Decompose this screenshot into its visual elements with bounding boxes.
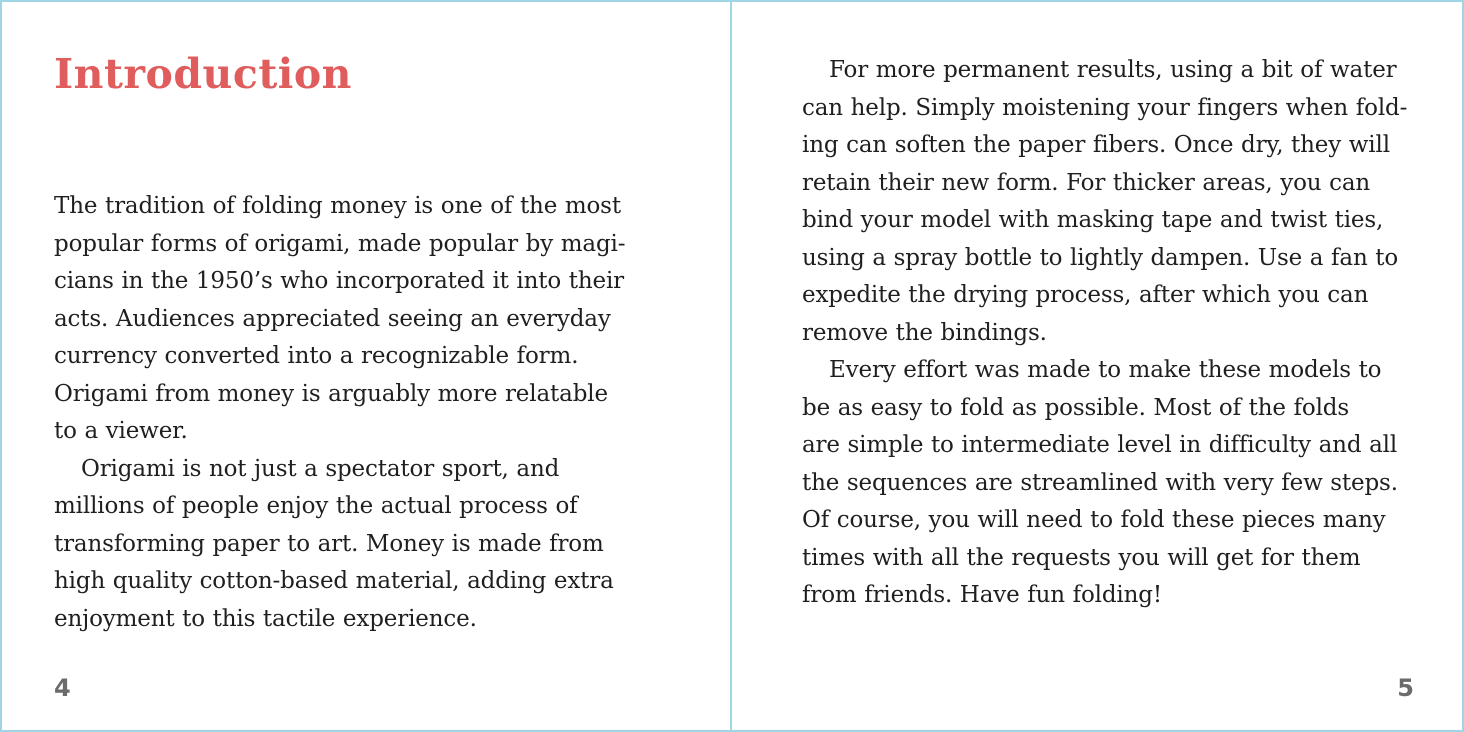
chapter-heading: Introduction [54, 50, 352, 98]
text-line: The tradition of folding money is one of the most [54, 193, 621, 219]
text-line: to a viewer. [54, 418, 188, 444]
text-line: using a spray bottle to lightly dampen. Use a fan to [802, 244, 1399, 271]
text-line: Origami from money is arguably more relatable [54, 380, 608, 407]
text-line: from friends. Have fun folding! [802, 582, 1162, 608]
text-line: popular forms of origami, made popular by magi- [54, 230, 626, 257]
right-page [732, 2, 1462, 730]
text-line: transforming paper to art. Money is made from [54, 530, 604, 557]
left-page-body [54, 188, 694, 638]
text-line: bind your model with masking tape and twist ties, [802, 207, 1384, 233]
text-line: enjoyment to this tactile experience. [54, 605, 477, 632]
page-number: 5 [1397, 674, 1414, 702]
text-line: be as easy to fold as possible. Most of the folds [802, 394, 1350, 421]
text-line: can help. Simply moistening your fingers when fold- [802, 94, 1408, 121]
text-line: For more permanent results, using a bit of water [829, 57, 1397, 83]
text-line: expedite the drying process, after which you can [802, 282, 1369, 308]
text-line: currency converted into a recognizable form. [54, 343, 579, 369]
text-line: times with all the requests you will get for them [802, 544, 1361, 571]
text-line: remove the bindings. [802, 319, 1047, 346]
text-line: retain their new form. For thicker areas, you can [802, 169, 1371, 196]
text-line: high quality cotton-based material, adding extra [54, 568, 614, 594]
text-line: cians in the 1950’s who incorporated it into their [54, 268, 625, 294]
text-line: Origami is not just a spectator sport, and [81, 455, 560, 482]
text-line: millions of people enjoy the actual process of [54, 493, 578, 519]
text-line: acts. Audiences appreciated seeing an everyday [54, 305, 611, 332]
text-line: Every effort was made to make these models to [829, 357, 1382, 383]
text-line: are simple to intermediate level in difficulty and all [802, 432, 1398, 458]
text-line: the sequences are streamlined with very few steps. [802, 469, 1398, 496]
right-page-body [802, 52, 1442, 615]
page-number: 4 [54, 674, 71, 702]
text-line: Of course, you will need to fold these pieces many [802, 507, 1386, 533]
left-page [2, 2, 732, 730]
text-line: ing can soften the paper fibers. Once dry, they will [802, 132, 1390, 158]
